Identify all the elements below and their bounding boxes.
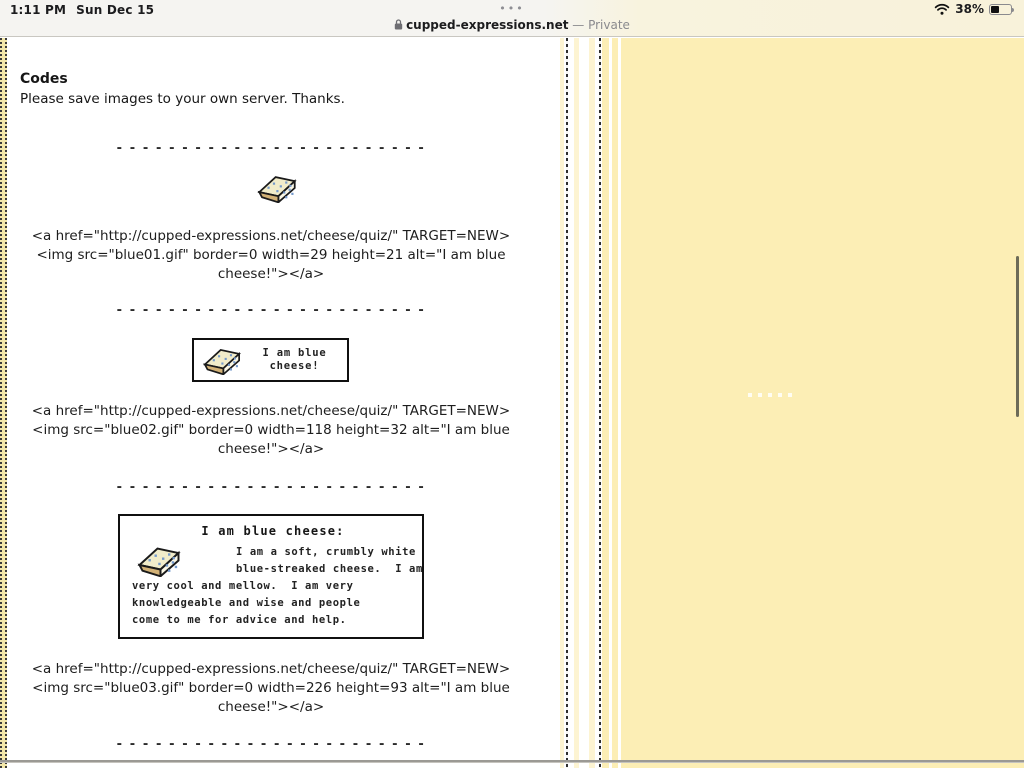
code-snippet-2	[7, 402, 535, 459]
web-page	[0, 38, 1024, 768]
dashed-divider: - - - - - - - - - - - - - - - - - - - - - - - -	[116, 737, 426, 752]
site-domain: cupped-expressions.net	[406, 18, 569, 32]
battery-icon	[989, 4, 1012, 15]
dash-separator: —	[572, 18, 585, 32]
code-snippet-1	[7, 227, 535, 284]
badge-large-line: knowledgeable and wise and people	[132, 597, 361, 609]
code-line: <a href="http://cupped-expressions.net/cheese/quiz/" TARGET=NEW>	[31, 661, 511, 677]
page-title: Codes	[20, 71, 68, 87]
cheese-image-small	[256, 173, 298, 203]
content-column	[7, 38, 535, 768]
dashed-divider: - - - - - - - - - - - - - - - - - - - - - - - -	[116, 141, 426, 156]
code-snippet-3	[7, 660, 535, 717]
badge-large-line: I am a soft, crumbly white	[236, 546, 416, 558]
scrollbar-thumb[interactable]	[1016, 256, 1019, 417]
status-indicators	[934, 2, 1012, 16]
badge-medium-line2: cheese!	[269, 360, 320, 372]
code-line: <img src="blue03.gif" border=0 width=226 height=93 alt="I am blue	[32, 680, 510, 696]
badge-medium-text	[242, 347, 347, 373]
privacy-label: Private	[588, 18, 630, 32]
dashed-divider: - - - - - - - - - - - - - - - - - - - - - - - -	[116, 480, 426, 495]
time-label: 1:11 PM	[10, 3, 67, 17]
multitask-dots-icon[interactable]: •••	[499, 2, 525, 15]
code-line: <img src="blue02.gif" border=0 width=118 height=32 alt="I am blue	[32, 422, 510, 438]
date-label: Sun Dec 15	[76, 3, 155, 17]
left-dashed-border	[0, 38, 7, 768]
cheese-badge-large	[118, 514, 424, 639]
code-line: <img src="blue01.gif" border=0 width=29 height=21 alt="I am blue	[36, 247, 506, 263]
bottom-divider-line	[0, 760, 1024, 763]
code-line: cheese!"></a>	[217, 699, 325, 715]
cheese-image-medium	[202, 346, 242, 375]
code-line: <a href="http://cupped-expressions.net/cheese/quiz/" TARGET=NEW>	[31, 403, 511, 419]
battery-percent: 38%	[955, 2, 984, 16]
page-subtitle: Please save images to your own server. Thanks.	[20, 91, 345, 107]
dashed-divider: - - - - - - - - - - - - - - - - - - - - - - - -	[116, 303, 426, 318]
code-line: cheese!"></a>	[217, 266, 325, 282]
cheese-badge-medium	[192, 338, 349, 382]
cheese-image-large	[136, 544, 182, 577]
badge-large-line: blue-streaked cheese. I am	[236, 563, 423, 575]
badge-large-line: come to me for advice and help.	[132, 614, 347, 626]
status-bar	[0, 0, 1024, 37]
code-line: <a href="http://cupped-expressions.net/cheese/quiz/" TARGET=NEW>	[31, 228, 511, 244]
wifi-icon	[934, 3, 950, 15]
decorative-dots	[748, 393, 792, 397]
badge-large-line: very cool and mellow. I am very	[132, 580, 354, 592]
address-bar[interactable]	[0, 18, 1024, 32]
code-line: cheese!"></a>	[217, 441, 325, 457]
lock-icon	[394, 19, 403, 30]
yellow-sidebar-area	[621, 38, 1024, 768]
badge-large-title: I am blue cheese:	[201, 524, 345, 538]
badge-medium-line1: I am blue	[262, 347, 327, 359]
